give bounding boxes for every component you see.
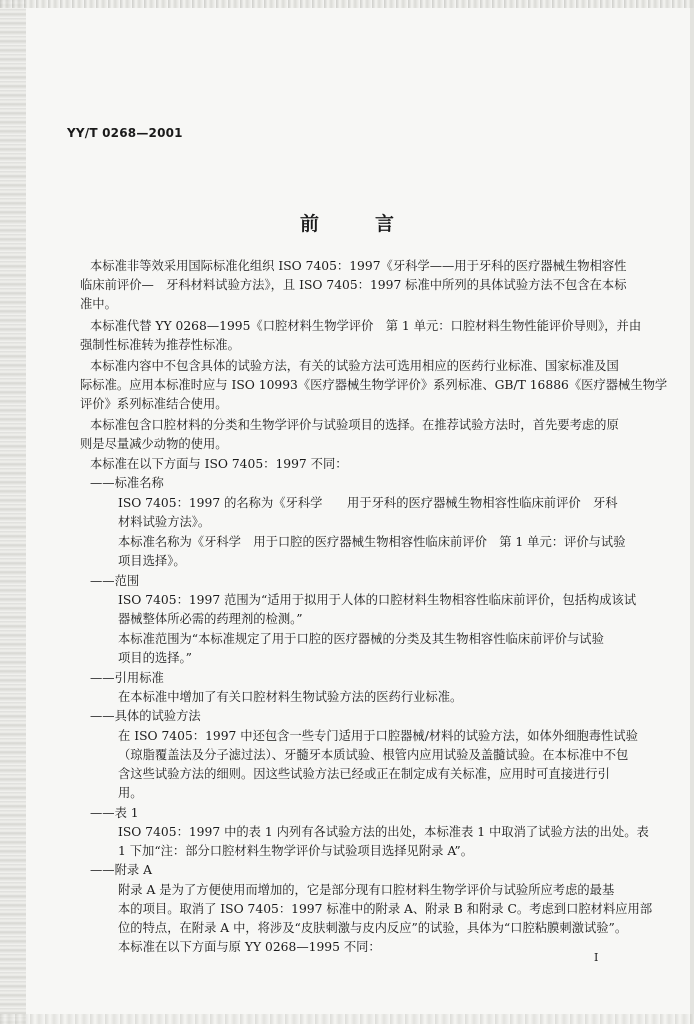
page-number: I (594, 951, 599, 964)
text-line: 材料试验方法》。 (118, 515, 211, 529)
text-line: （琼脂覆盖法及分子滤过法）、牙髓牙本质试验、根管内应用试验及盖髓试验。在本标准中不包 (118, 748, 629, 762)
text-line: 本标准内容中不包含具体的试验方法，有关的试验方法可选用相应的医药行业标准、国家标准及国 (90, 359, 619, 373)
text-line: 在本标准中增加了有关口腔材料生物试验方法的医药行业标准。 (118, 690, 463, 704)
title-char-2: 言 (375, 213, 395, 235)
text-line: 准中。 (80, 297, 117, 311)
text-line: 本标准非等效采用国际标准化组织 ISO 7405：1997《牙科学——用于牙科的医疗器械生物相容性 (90, 259, 627, 273)
text-line: 本的项目。取消了 ISO 7405：1997 标准中的附录 A、附录 B 和附录 C。考虑到口腔材料应用部 (118, 902, 653, 916)
text-line: 本标准包含口腔材料的分类和生物学评价与试验项目的选择。在推荐试验方法时，首先要考虑的原 (90, 418, 619, 432)
text-line: ——表 1 (90, 806, 139, 820)
standard-code: YY/T 0268—2001 (67, 126, 183, 140)
text-line: 附录 A 是为了方便使用而增加的，它是部分现有口腔材料生物学评价与试验所应考虑的最基 (118, 883, 615, 897)
text-line: ISO 7405：1997 范围为“适用于拟用于人体的口腔材料生物相容性临床前评价，包括构成该试 (118, 593, 637, 607)
scan-artifact-bottom (0, 1014, 694, 1024)
text-line: 在 ISO 7405：1997 中还包含一些专门适用于口腔器械/材料的试验方法，如体外细胞毒性试验 (118, 729, 638, 743)
text-line: 用。 (118, 786, 143, 800)
text-line: 强制性标准转为推荐性标准。 (80, 338, 240, 352)
text-line: 评价》系列标准结合使用。 (80, 397, 228, 411)
text-line: 本标准名称为《牙科学 用于口腔的医疗器械生物相容性临床前评价 第 1 单元：评价与试验 (118, 535, 626, 549)
text-line: 含这些试验方法的细则。因这些试验方法已经或正在制定成有关标准，应用时可直接进行引 (118, 767, 610, 781)
text-line: 际标准。应用本标准时应与 ISO 10993《医疗器械生物学评价》系列标准、GB/T 16886《医疗器械生物学 (80, 378, 668, 392)
text-line: ——具体的试验方法 (90, 709, 201, 723)
text-line: 项目选择》。 (118, 554, 186, 568)
text-line: 项目的选择。” (118, 651, 192, 665)
scan-artifact-left (0, 0, 26, 1024)
text-line: 器械整体所必需的药理剂的检测。” (118, 612, 303, 626)
text-line: ISO 7405：1997 中的表 1 内列有各试验方法的出处，本标准表 1 中取消了试验方法的出处。表 (118, 825, 649, 839)
text-line: 本标准代替 YY 0268—1995《口腔材料生物学评价 第 1 单元：口腔材料生物性能评价导则》，并由 (90, 319, 642, 333)
title-char-1: 前 (299, 213, 319, 235)
text-line: 临床前评价— 牙科材料试验方法》，且 ISO 7405：1997 标准中所列的具体试验方法不包含在本标 (80, 278, 627, 292)
scan-artifact-right (690, 0, 694, 1024)
text-line: ——标准名称 (90, 476, 164, 490)
text-line: ——范围 (90, 574, 140, 588)
text-line: 1 下加“注：部分口腔材料生物学评价与试验项目选择见附录 A”。 (118, 844, 474, 858)
scan-artifact-top (0, 0, 694, 8)
text-line: 本标准范围为“本标准规定了用于口腔的医疗器械的分类及其生物相容性临床前评价与试验 (118, 632, 604, 646)
page-title (0, 209, 694, 236)
text-line: ——引用标准 (90, 671, 164, 685)
text-line: ISO 7405：1997 的名称为《牙科学 用于牙科的医疗器械生物相容性临床前评价 牙科 (118, 496, 618, 510)
text-line: 本标准在以下方面与原 YY 0268—1995 不同： (118, 940, 381, 954)
text-line: ——附录 A (90, 863, 152, 877)
text-line: 本标准在以下方面与 ISO 7405：1997 不同： (90, 457, 348, 471)
text-line: 位的特点，在附录 A 中，将涉及“皮肤刺激与皮内反应”的试验，具体为“口腔粘膜刺激试验”。 (118, 921, 628, 935)
text-line: 则是尽量减少动物的使用。 (80, 437, 228, 451)
